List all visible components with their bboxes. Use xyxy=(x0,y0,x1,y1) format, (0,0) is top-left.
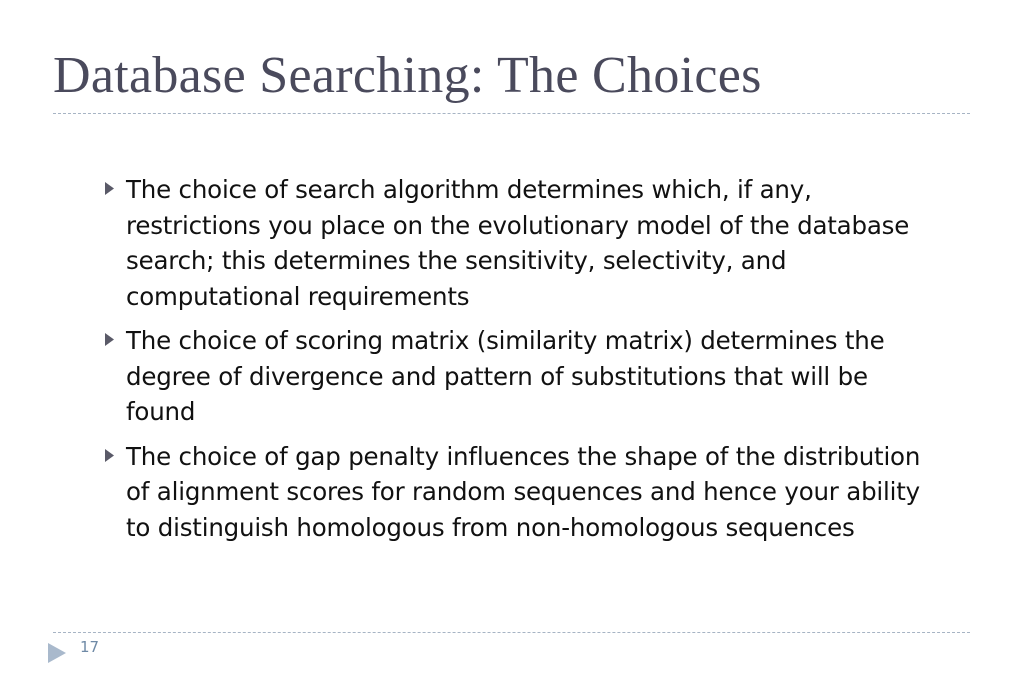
list-item xyxy=(100,439,940,546)
triangle-right-icon xyxy=(48,643,66,663)
slide-title: Database Searching: The Choices xyxy=(53,47,762,104)
list-item xyxy=(100,323,940,430)
bullet-text: The choice of gap penalty influences the shape of the distribution of alignment scores for random sequences and hence your ability to distinguish homologous from non-homologous sequences xyxy=(126,441,921,542)
bullet-text: The choice of scoring matrix (similarity matrix) determines the degree of divergence and pattern of substitutions that will be found xyxy=(126,326,885,426)
footer-divider xyxy=(53,632,970,633)
triangle-right-icon xyxy=(100,439,126,473)
triangle-right-icon xyxy=(100,323,126,357)
page-number: 17 xyxy=(80,638,100,656)
list-item xyxy=(100,172,940,314)
bullet-list xyxy=(100,172,940,554)
title-divider xyxy=(53,113,970,114)
bullet-text: The choice of search algorithm determines which, if any, restrictions you place on the evolutionary model of the database search; this determines the sensitivity, selectivity, and computational requirements xyxy=(126,175,910,311)
triangle-right-icon xyxy=(100,172,126,206)
